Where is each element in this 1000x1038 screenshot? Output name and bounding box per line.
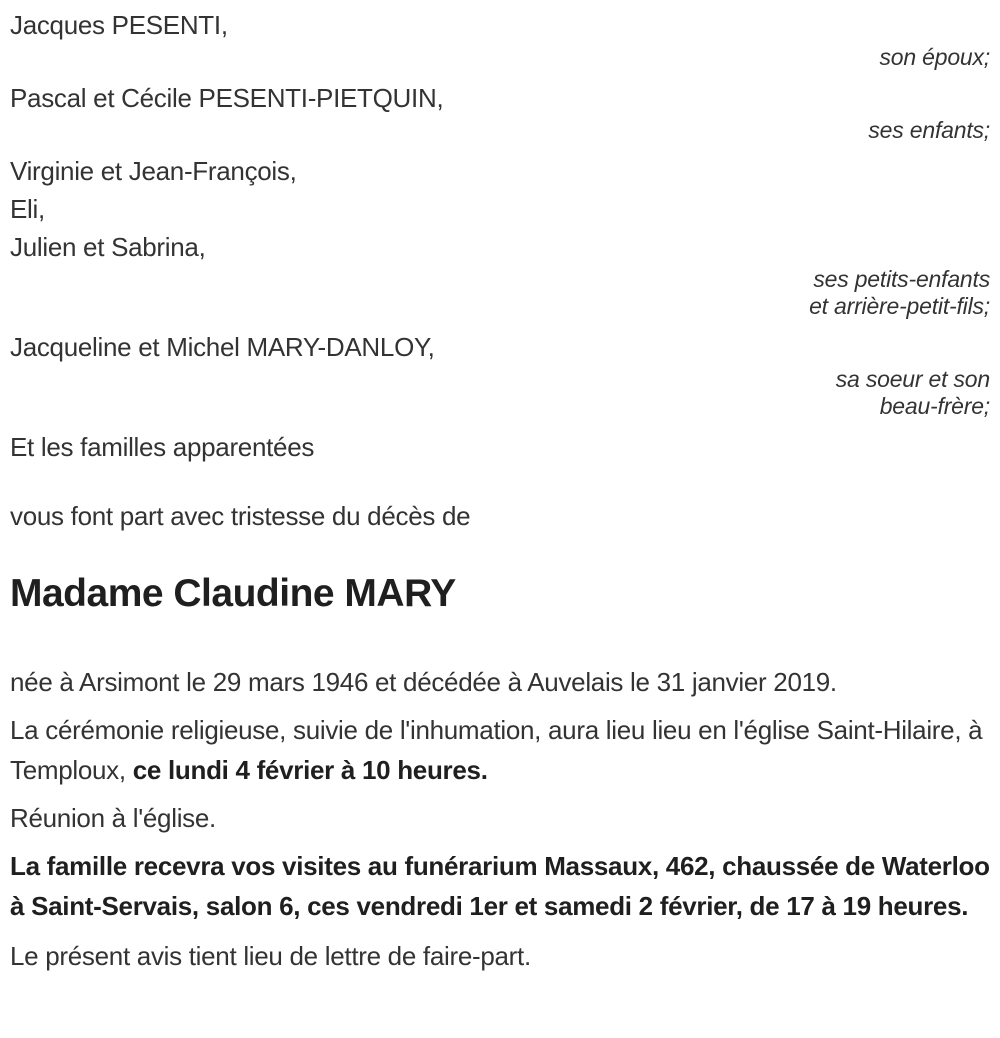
ceremony-text: La cérémonie religieuse, suivie de l'inhumation, aura lieu lieu en l'église Saint-Hilaire, à Temploux, bbox=[10, 715, 983, 785]
ceremony-datetime: ce lundi 4 février à 10 heures. bbox=[132, 755, 488, 785]
relation-line: sa soeur et son bbox=[835, 366, 990, 392]
family-list bbox=[10, 6, 990, 466]
family-group-related-families bbox=[10, 428, 990, 466]
birth-death-line: née à Arsimont le 29 mars 1946 et décédée à Auvelais le 31 janvier 2019. bbox=[10, 667, 837, 697]
relation-block bbox=[10, 266, 990, 320]
relation-block bbox=[10, 366, 990, 420]
relation-line: son époux; bbox=[879, 44, 990, 70]
family-name: Pascal et Cécile PESENTI-PIETQUIN, bbox=[10, 83, 444, 113]
family-group-spouse bbox=[10, 6, 990, 71]
relation-line: ses enfants; bbox=[868, 117, 990, 143]
family-name: Jacqueline et Michel MARY-DANLOY, bbox=[10, 332, 435, 362]
deceased-name: Madame Claudine MARY bbox=[10, 572, 456, 615]
family-name: Virginie et Jean-François, bbox=[10, 156, 297, 186]
closing-line: Le présent avis tient lieu de lettre de faire-part. bbox=[10, 941, 531, 971]
relation-line: beau-frère; bbox=[879, 393, 990, 419]
family-name: Et les familles apparentées bbox=[10, 432, 315, 462]
relation-block bbox=[10, 44, 990, 71]
announcement-intro: vous font part avec tristesse du décès de bbox=[10, 501, 471, 531]
family-group-grandchildren bbox=[10, 152, 990, 320]
family-name: Eli, bbox=[10, 194, 45, 224]
visits-line: La famille recevra vos visites au funérarium Massaux, 462, chaussée de Waterloo à Saint-Servais, salon 6, ces vendredi 1er et samedi 2 février, de 17 à 19 heures. bbox=[10, 851, 990, 921]
meeting-line: Réunion à l'église. bbox=[10, 803, 216, 833]
ceremony-line bbox=[10, 710, 990, 790]
family-group-children bbox=[10, 79, 990, 144]
family-group-sister bbox=[10, 328, 990, 420]
relation-block bbox=[10, 117, 990, 144]
family-name: Jacques PESENTI, bbox=[10, 10, 228, 40]
relation-line: et arrière-petit-fils; bbox=[809, 293, 990, 319]
family-name: Julien et Sabrina, bbox=[10, 232, 206, 262]
relation-line: ses petits-enfants bbox=[813, 266, 990, 292]
